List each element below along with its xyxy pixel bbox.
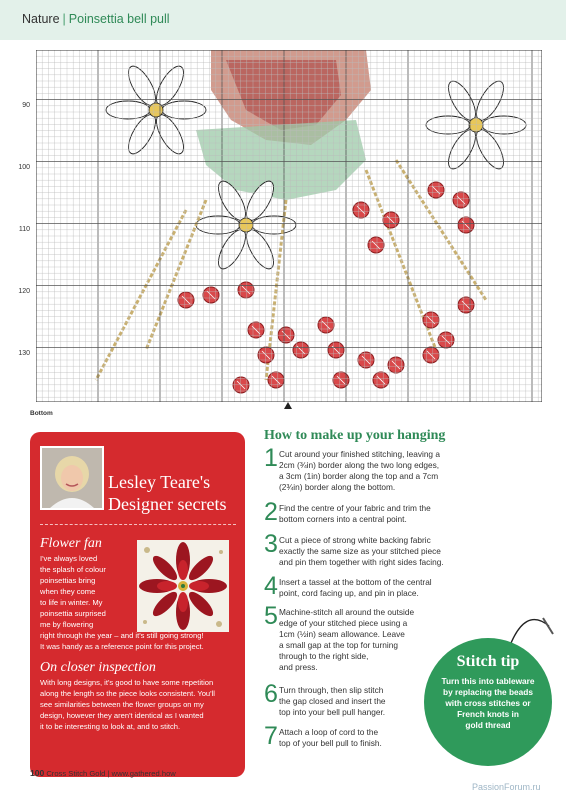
white-flower-petal bbox=[252, 216, 296, 234]
closer-inspection-line: see similarities between the flower groups on my bbox=[40, 700, 204, 709]
magazine-name: Cross Stitch Gold bbox=[46, 769, 106, 778]
step-line: and press. bbox=[279, 662, 318, 672]
step-line: Turn through, then slip stitch bbox=[279, 685, 384, 695]
step-line: Find the centre of your fabric and trim the bbox=[279, 503, 431, 513]
step-line: point, cord facing up, and pin in place. bbox=[279, 588, 419, 598]
header-breadcrumb bbox=[22, 12, 170, 26]
step-text bbox=[279, 685, 386, 718]
step-line: (2¾in) border along the bottom. bbox=[279, 482, 396, 492]
step-line: Insert a tassel at the bottom of the central bbox=[279, 577, 432, 587]
center-marker-icon bbox=[284, 402, 292, 409]
flower-fan-line: poinsettias bring bbox=[40, 576, 96, 585]
website-link[interactable]: www.gathered.how bbox=[111, 769, 176, 778]
flower-fan-line: to life in winter. My bbox=[40, 598, 103, 607]
page-number: 100 bbox=[30, 768, 45, 778]
header-separator: | bbox=[62, 12, 66, 26]
closer-inspection-line: design, however they aren't identical as I wanted bbox=[40, 711, 204, 720]
step-line: top into your bell pull hanger. bbox=[279, 707, 386, 717]
designer-avatar bbox=[40, 446, 104, 510]
step-text bbox=[279, 607, 414, 673]
step-line: Attach a loop of cord to the bbox=[279, 727, 379, 737]
step-line: bottom corners into a central point. bbox=[279, 514, 407, 524]
poinsettia-flower-icon bbox=[137, 540, 229, 632]
flower-fan-line: the splash of colour bbox=[40, 565, 106, 574]
flower-fan-line: It was handy as a reference point for this project. bbox=[40, 642, 204, 651]
tip-line: gold thread bbox=[465, 720, 511, 730]
step-text bbox=[279, 535, 444, 568]
step-line: Cut a piece of strong white backing fabric bbox=[279, 535, 431, 545]
flower-fan-line: I've always loved bbox=[40, 554, 98, 563]
flower-fan-line: me by flowering bbox=[40, 620, 94, 629]
flower-centre bbox=[149, 103, 163, 117]
closer-inspection-heading: On closer inspection bbox=[40, 660, 156, 675]
step-number: 2 bbox=[264, 498, 278, 526]
step-line: top of your bell pull to finish. bbox=[279, 738, 382, 748]
closer-inspection-line: along the length so the piece looks consistent. You'll bbox=[40, 689, 215, 698]
cross-stitch-chart bbox=[36, 50, 542, 402]
page-footer: 100 Cross Stitch Gold | www.gathered.how bbox=[30, 768, 176, 778]
row-label-100: 100 bbox=[18, 164, 30, 171]
tip-line: by replacing the beads bbox=[443, 687, 533, 697]
page-header bbox=[0, 0, 566, 40]
header-title: Poinsettia bell pull bbox=[68, 12, 170, 26]
watermark: PassionForum.ru bbox=[472, 782, 541, 792]
step-line: edge of your stitched piece using a bbox=[279, 618, 408, 628]
tip-line: with cross stitches or bbox=[445, 698, 531, 708]
step-number: 5 bbox=[264, 602, 278, 630]
row-label-90: 90 bbox=[22, 102, 30, 109]
step-line: a small gap at the top for turning bbox=[279, 640, 398, 650]
avatar-portrait-icon bbox=[42, 448, 102, 508]
white-flower-petal bbox=[162, 101, 206, 119]
step-line: and pin them together with right sides facing. bbox=[279, 557, 444, 567]
step-text bbox=[279, 503, 431, 525]
closer-inspection-line: With long designs, it's good to have some repetition bbox=[40, 678, 214, 687]
step-line: exactly the same size as your stitched piece bbox=[279, 546, 441, 556]
panel-divider bbox=[40, 524, 236, 525]
row-label-120: 120 bbox=[18, 288, 30, 295]
designer-name: Lesley Teare's bbox=[108, 472, 211, 492]
step-text bbox=[279, 577, 432, 599]
step-number: 3 bbox=[264, 530, 278, 558]
closer-inspection-line: it to be interesting to look at, and to stitch. bbox=[40, 722, 181, 731]
step-number: 7 bbox=[264, 722, 278, 750]
flower-fan-line: when they come bbox=[40, 587, 96, 596]
stitch-tip-body bbox=[436, 676, 540, 731]
step-line: a 3cm (1in) border along the top and a 7cm bbox=[279, 471, 439, 481]
designer-secrets-title: Designer secrets bbox=[108, 494, 227, 514]
how-to-title: How to make up your hanging bbox=[264, 428, 446, 443]
row-label-130: 130 bbox=[18, 350, 30, 357]
step-line: Cut around your finished stitching, leaving a bbox=[279, 449, 440, 459]
step-line: the gap closed and insert the bbox=[279, 696, 386, 706]
step-line: 1cm (½in) seam allowance. Leave bbox=[279, 629, 405, 639]
step-number: 4 bbox=[264, 572, 278, 600]
step-number: 1 bbox=[264, 444, 278, 472]
step-line: 2cm (¾in) border along the two long edges, bbox=[279, 460, 440, 470]
step-line: Machine-stitch all around the outside bbox=[279, 607, 415, 617]
flower-fan-line: right through the year – and it's still going strong! bbox=[40, 631, 204, 640]
chart-bottom-label: Bottom bbox=[30, 410, 53, 417]
step-text bbox=[279, 449, 440, 493]
flower-fan-line: poinsettia surprised bbox=[40, 609, 106, 618]
white-flower-petal bbox=[106, 101, 150, 119]
row-label-110: 110 bbox=[18, 226, 30, 233]
tip-line: French knots in bbox=[457, 709, 519, 719]
stitch-tip-badge bbox=[424, 638, 552, 766]
flower-fan-heading: Flower fan bbox=[40, 536, 102, 551]
header-section: Nature bbox=[22, 12, 60, 26]
tip-line: Turn this into tableware bbox=[441, 676, 535, 686]
white-flower-petal bbox=[196, 216, 240, 234]
step-number: 6 bbox=[264, 680, 278, 708]
step-line: through to the right side, bbox=[279, 651, 369, 661]
designer-secrets-panel bbox=[30, 432, 245, 777]
stitch-tip-title: Stitch tip bbox=[456, 653, 520, 670]
poinsettia-photo bbox=[137, 540, 229, 632]
step-text bbox=[279, 727, 382, 749]
